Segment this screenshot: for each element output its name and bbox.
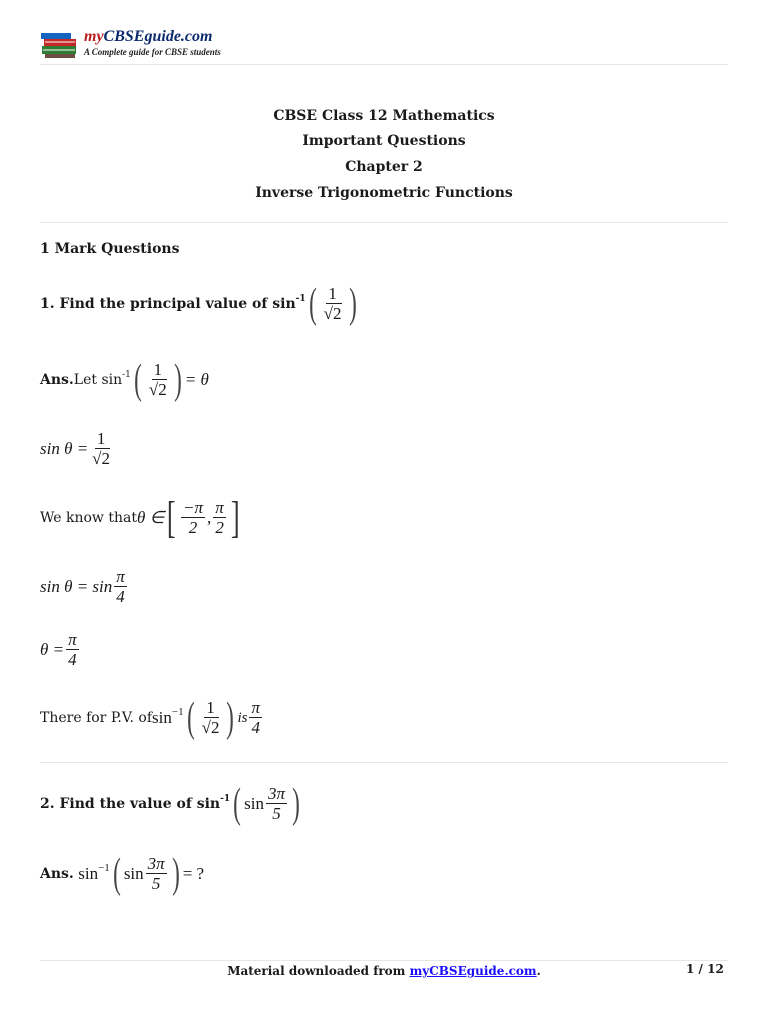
answer-1-intro: Ans. Let sin $^{-1}$ ( $\frac{1}{√2}$ ) = θ <box>40 357 209 403</box>
question-2: 2. Find the value of sin $^{-1}$ ( sin $\frac{3\pi}{5}$ ) <box>40 781 300 827</box>
brand-name: myCBSEguide.com <box>84 28 213 45</box>
books-icon <box>40 28 80 60</box>
question-divider <box>40 762 728 763</box>
footer-divider <box>40 960 728 961</box>
brand-tagline: A Complete guide for CBSE students <box>84 47 221 57</box>
answer-1-step3: sin θ = sin $\frac{\pi}{4}$ <box>40 566 125 606</box>
question-1: 1. Find the principal value of sin $^{-1}$ ( $\frac{1}{√2}$ ) <box>40 281 357 327</box>
page-number: 1 / 12 <box>686 962 724 976</box>
answer-1-conclusion: There for P.V. of sin $^{-1}$ ( $\frac{1}{√2}$ ) is $\frac{\pi}{4}$ <box>40 695 260 741</box>
doc-title-line2: Important Questions <box>302 133 466 149</box>
doc-title-line3: Chapter 2 <box>345 159 423 175</box>
fraction: $\frac{1}{√2}$ <box>323 283 342 323</box>
footer-link[interactable]: myCBSEguide.com <box>409 964 537 978</box>
title-divider <box>40 222 728 223</box>
doc-title-line4: Inverse Trigonometric Functions <box>255 185 513 201</box>
site-logo <box>40 26 260 60</box>
footer-text: Material downloaded from myCBSEguide.com. <box>227 964 541 978</box>
answer-2: Ans. sin $^{-1}$ ( sin $\frac{3\pi}{5}$ ) = ? <box>40 851 205 897</box>
section-heading: 1 Mark Questions <box>40 241 180 257</box>
answer-1-step1: sin θ = $\frac{1}{√2}$ <box>40 428 111 468</box>
header-divider <box>40 64 728 65</box>
answer-1-step2: We know that θ ∈ [ $\frac{-\pi}{2}$ , $\frac{\pi}{2}$ ] <box>40 493 240 542</box>
doc-title-line1: CBSE Class 12 Mathematics <box>273 108 495 124</box>
answer-1-step4: θ = $\frac{\pi}{4}$ <box>40 629 77 669</box>
